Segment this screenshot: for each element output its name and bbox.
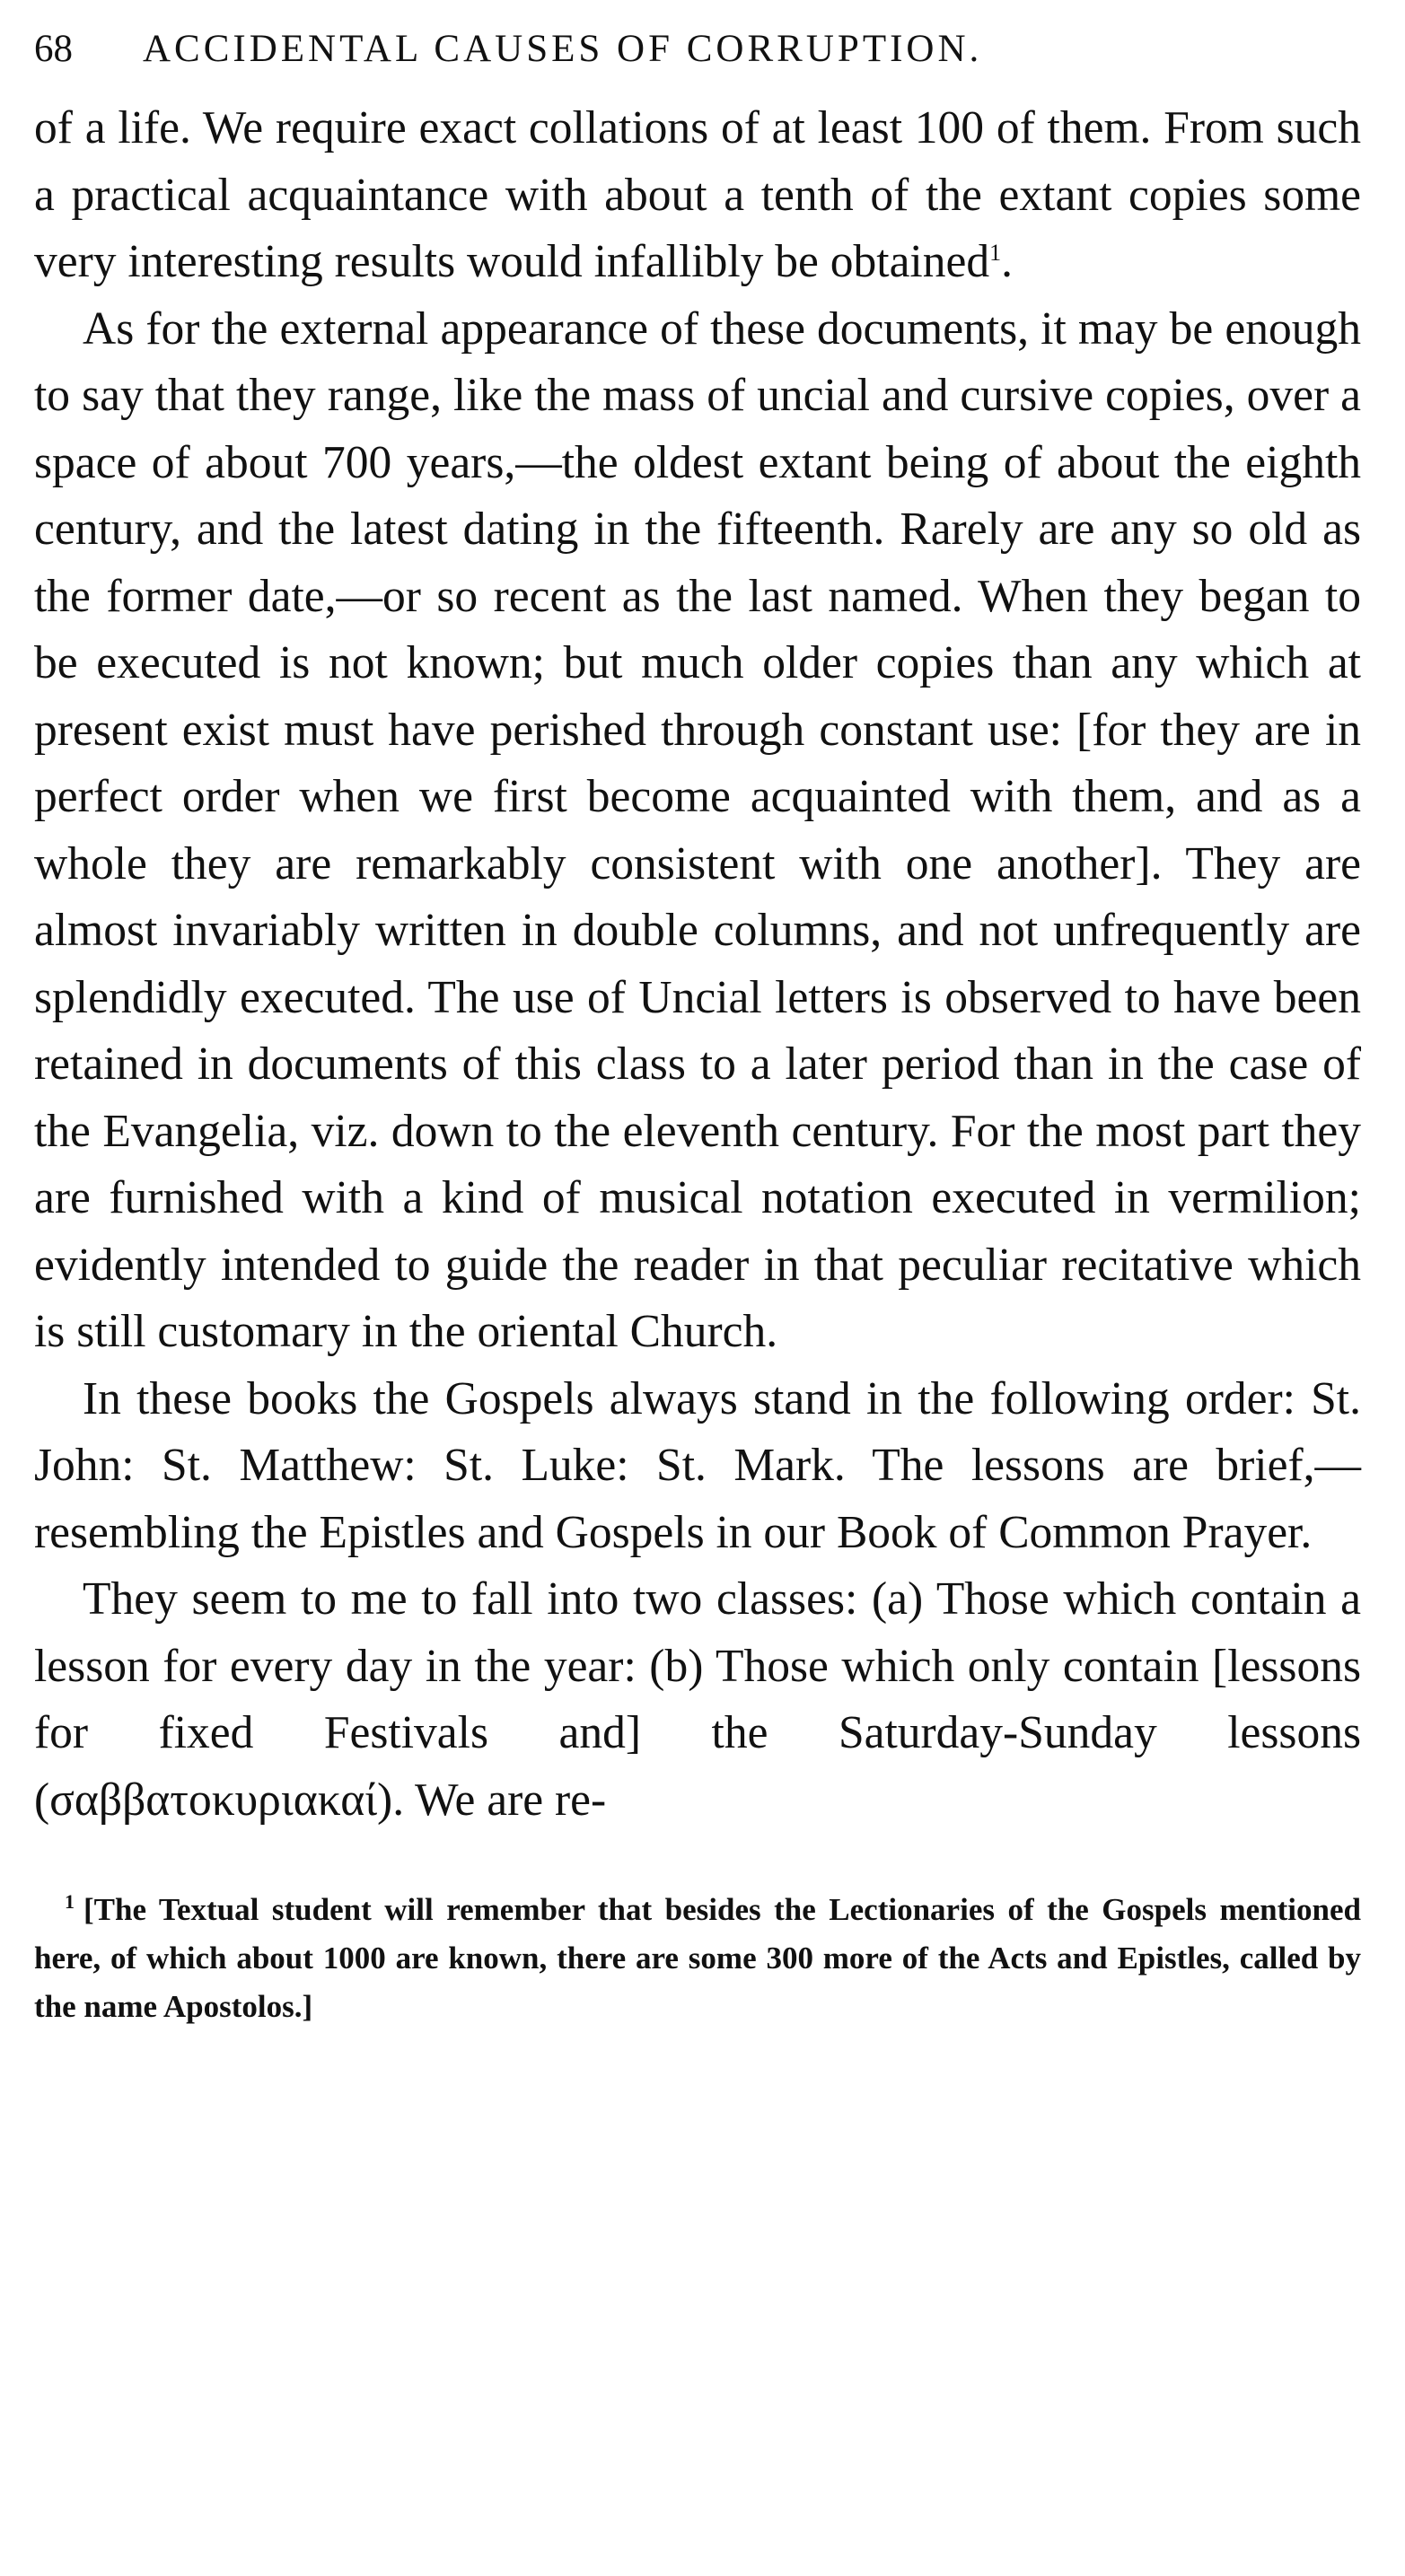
footnotes (34, 1886, 1361, 2031)
body-text (34, 95, 1361, 1834)
footnote-text: [The Textual student will remember that besides the Lectionaries of the Gospels mentioned here, of which about 1000 are known, there are some 300 more of the Acts and Epistles, called by the name Apostolos.] (34, 1892, 1361, 2024)
paragraph-1 (34, 95, 1361, 296)
book-page (34, 27, 1361, 2031)
paragraph-3: In these books the Gospels always stand in the following order: St. John: St. Matthew: St. Luke: St. Mark. The lessons are brief,—resembling the Epistles and Gospels in our Book of Common Prayer. (34, 1372, 1361, 1558)
page-number: 68 (34, 28, 73, 70)
paragraph-4: They seem to me to fall into two classes: (a) Those which contain a lesson for every day in the year: (b) Those which only contain [lessons for fixed Festivals and] the Saturday-Sunday lessons (σαββατοκυριακαί). We are re- (34, 1573, 1361, 1826)
footnote-mark: 1 (65, 1890, 75, 1914)
running-title: ACCIDENTAL CAUSES OF CORRUPTION. (143, 28, 983, 70)
running-head (34, 27, 1361, 83)
paragraph-1-end: . (1001, 236, 1013, 287)
paragraph-2: As for the external appearance of these documents, it may be enough to say that they range, like the mass of uncial and cursive copies, over a space of about 700 years,—the oldest extant being of about the eighth century, and the latest dating in the fifteenth. Rarely are any so old as the former date,—or so recent as the last named. When they began to be executed is not known; but much older copies than any which at present exist must have perished through constant use: [for they are in perfect order when we first become acquainted with them, and as a whole they are remarkably consistent with one another]. They are almost invariably written in double columns, and not unfrequently are splendidly executed. The use of Uncial letters is observed to have been retained in documents of this class to a later period than in the case of the Evangelia, viz. down to the eleventh century. For the most part they are furnished with a kind of musical notation executed in vermilion; evidently intended to guide the reader in that peculiar recitative which is still customary in the oriental Church. (34, 302, 1361, 1357)
paragraph-1-text: of a life. We require exact collations of at least 100 of them. From such a practical acquaintance with about a tenth of the extant copies some very interesting results would infallibly be obtained (34, 102, 1361, 287)
footnote-reference: 1 (989, 239, 1002, 266)
